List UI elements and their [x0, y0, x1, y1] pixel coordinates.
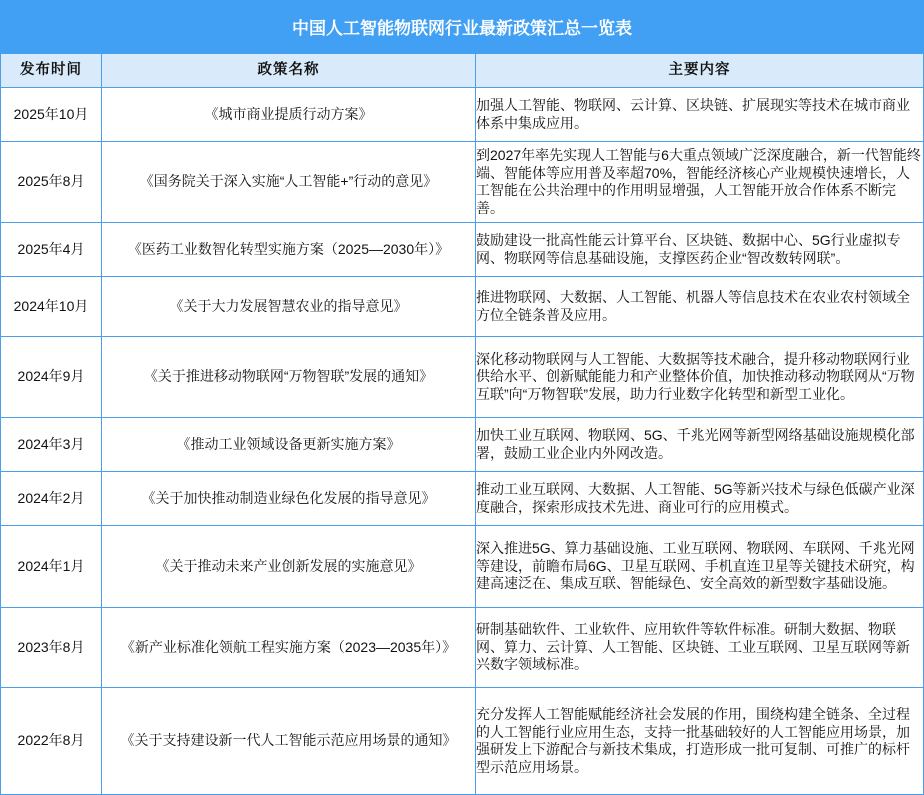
- date-cell: 2025年10月: [1, 88, 102, 142]
- date-cell: 2024年1月: [1, 526, 102, 608]
- column-header-content: 主要内容: [476, 54, 924, 88]
- policy-name-cell: 《关于推进移动物联网“万物智联”发展的通知》: [102, 337, 476, 418]
- content-cell: 研制基础软件、工业软件、应用软件等软件标准。研制大数据、物联网、算力、云计算、人工智能、区块链、工业互联网、卫星互联网等新兴数字领域标准。: [476, 608, 924, 688]
- policy-name-cell: 《关于推动未来产业创新发展的实施意见》: [102, 526, 476, 608]
- table-row: [1, 526, 924, 608]
- content-cell: 加快工业互联网、物联网、5G、千兆光网等新型网络基础设施规模化部署，鼓励工业企业内外网改造。: [476, 418, 924, 472]
- policy-name-cell: 《推动工业领域设备更新实施方案》: [102, 418, 476, 472]
- table-row: [1, 88, 924, 142]
- date-cell: 2025年4月: [1, 223, 102, 277]
- content-cell: 加强人工智能、物联网、云计算、区块链、扩展现实等技术在城市商业体系中集成应用。: [476, 88, 924, 142]
- table-row: [1, 142, 924, 223]
- policy-name-cell: 《关于支持建设新一代人工智能示范应用场景的通知》: [102, 688, 476, 795]
- table-row: [1, 277, 924, 337]
- column-header-date: 发布时间: [1, 54, 102, 88]
- table-header-row: [1, 54, 924, 88]
- content-cell: 鼓励建设一批高性能云计算平台、区块链、数据中心、5G行业虚拟专网、物联网等信息基础设施，支撑医药企业“智改数转网联”。: [476, 223, 924, 277]
- date-cell: 2024年9月: [1, 337, 102, 418]
- table-row: [1, 688, 924, 795]
- content-cell: 到2027年率先实现人工智能与6大重点领域广泛深度融合，新一代智能终端、智能体等应用普及率超70%，智能经济核心产业规模快速增长，人工智能在公共治理中的作用明显增强，人工智能开放合作体系不断完善。: [476, 142, 924, 223]
- table-row: [1, 223, 924, 277]
- policy-name-cell: 《医药工业数智化转型实施方案（2025—2030年）》: [102, 223, 476, 277]
- date-cell: 2024年10月: [1, 277, 102, 337]
- table-row: [1, 608, 924, 688]
- policy-name-cell: 《关于加快推动制造业绿色化发展的指导意见》: [102, 472, 476, 526]
- policy-name-cell: 《新产业标准化领航工程实施方案（2023—2035年）》: [102, 608, 476, 688]
- content-cell: 推进物联网、大数据、人工智能、机器人等信息技术在农业农村领域全方位全链条普及应用。: [476, 277, 924, 337]
- policy-name-cell: 《关于大力发展智慧农业的指导意见》: [102, 277, 476, 337]
- policy-name-cell: 《国务院关于深入实施“人工智能+”行动的意见》: [102, 142, 476, 223]
- policy-table: [0, 53, 924, 795]
- date-cell: 2025年8月: [1, 142, 102, 223]
- content-cell: 推动工业互联网、大数据、人工智能、5G等新兴技术与绿色低碳产业深度融合，探索形成技术先进、商业可行的应用模式。: [476, 472, 924, 526]
- content-cell: 深入推进5G、算力基础设施、工业互联网、物联网、车联网、千兆光网等建设，前瞻布局6G、卫星互联网、手机直连卫星等关键技术研究，构建高速泛在、集成互联、智能绿色、安全高效的新型数字基础设施。: [476, 526, 924, 608]
- content-cell: 充分发挥人工智能赋能经济社会发展的作用，围绕构建全链条、全过程的人工智能行业应用生态，支持一批基础较好的人工智能应用场景，加强研发上下游配合与新技术集成，打造形成一批可复制、可推广的标杆型示范应用场景。: [476, 688, 924, 795]
- table-row: [1, 337, 924, 418]
- date-cell: 2024年2月: [1, 472, 102, 526]
- content-cell: 深化移动物联网与人工智能、大数据等技术融合，提升移动物联网行业供给水平、创新赋能能力和产业整体价值，加快推动移动物联网从“万物互联”向“万物智联”发展，助力行业数字化转型和新型工业化。: [476, 337, 924, 418]
- page-title: 中国人工智能物联网行业最新政策汇总一览表: [292, 19, 632, 38]
- table-title-banner: [0, 0, 924, 53]
- date-cell: 2024年3月: [1, 418, 102, 472]
- table-row: [1, 418, 924, 472]
- table-row: [1, 472, 924, 526]
- column-header-policy-name: 政策名称: [102, 54, 476, 88]
- date-cell: 2022年8月: [1, 688, 102, 795]
- policy-name-cell: 《城市商业提质行动方案》: [102, 88, 476, 142]
- date-cell: 2023年8月: [1, 608, 102, 688]
